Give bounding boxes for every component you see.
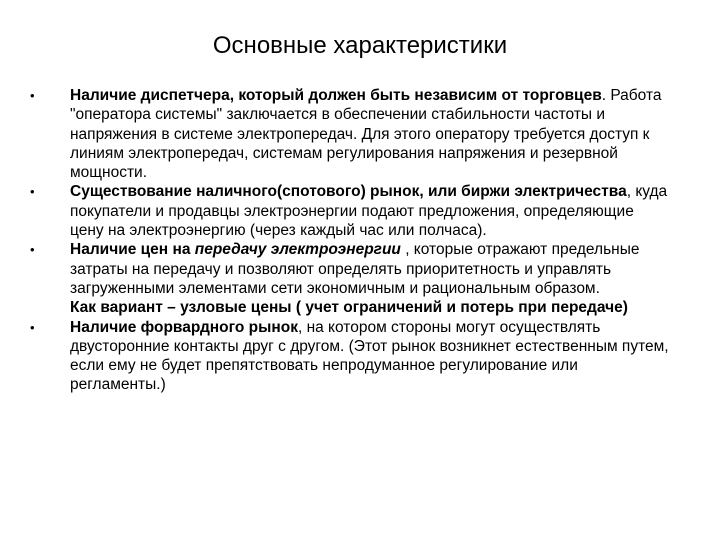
bullet-icon: • xyxy=(30,242,35,258)
item-text: , куда покупатели и продавцы электроэнергии подают предложения, определяющие цену на электроэнергию (через каждый час или полчаса). xyxy=(70,183,668,240)
list-item xyxy=(30,86,670,182)
item-continuation: Как вариант – узловые цены ( учет ограничений и потерь при передаче) xyxy=(70,299,628,317)
item-bold-text: Существование наличного(спотового) рынок, или биржи электричества xyxy=(70,183,627,201)
list-item xyxy=(30,318,670,395)
slide-title: Основные характеристики xyxy=(212,32,508,59)
bullet-icon: • xyxy=(30,184,35,200)
list-item xyxy=(30,240,670,317)
bullet-list xyxy=(30,86,670,395)
item-bold-text: Наличие цен на xyxy=(70,241,195,259)
item-text: . Работа "оператора системы" заключается в обеспечении стабильности частоты и напряжения в системе электропередач. Для этого оператору требуется доступ к линиям электропередач, системам регулирования напряжения и резервной мощности. xyxy=(70,87,662,182)
item-text: , на котором стороны могут осуществлять двусторонние контакты друг с другом. (Этот рынок возникнет естественным путем, если ему не будет препятствовать непродуманное регулирование или регламенты.) xyxy=(70,318,669,394)
item-bold-text: Наличие диспетчера, который должен быть независим от торговцев xyxy=(70,87,602,104)
item-text: , которые отражают предельные затраты на передачу и позволяют определять приоритетность и управлять загруженными элементами сети экономичным и рациональным образом. xyxy=(70,241,640,297)
bullet-icon: • xyxy=(30,88,35,103)
list-item xyxy=(30,182,670,240)
item-bold-italic-text: передачу электроэнергии xyxy=(194,241,401,259)
item-bold-text: Наличие форвардного рынок xyxy=(70,318,298,336)
bullet-icon: • xyxy=(30,319,35,335)
